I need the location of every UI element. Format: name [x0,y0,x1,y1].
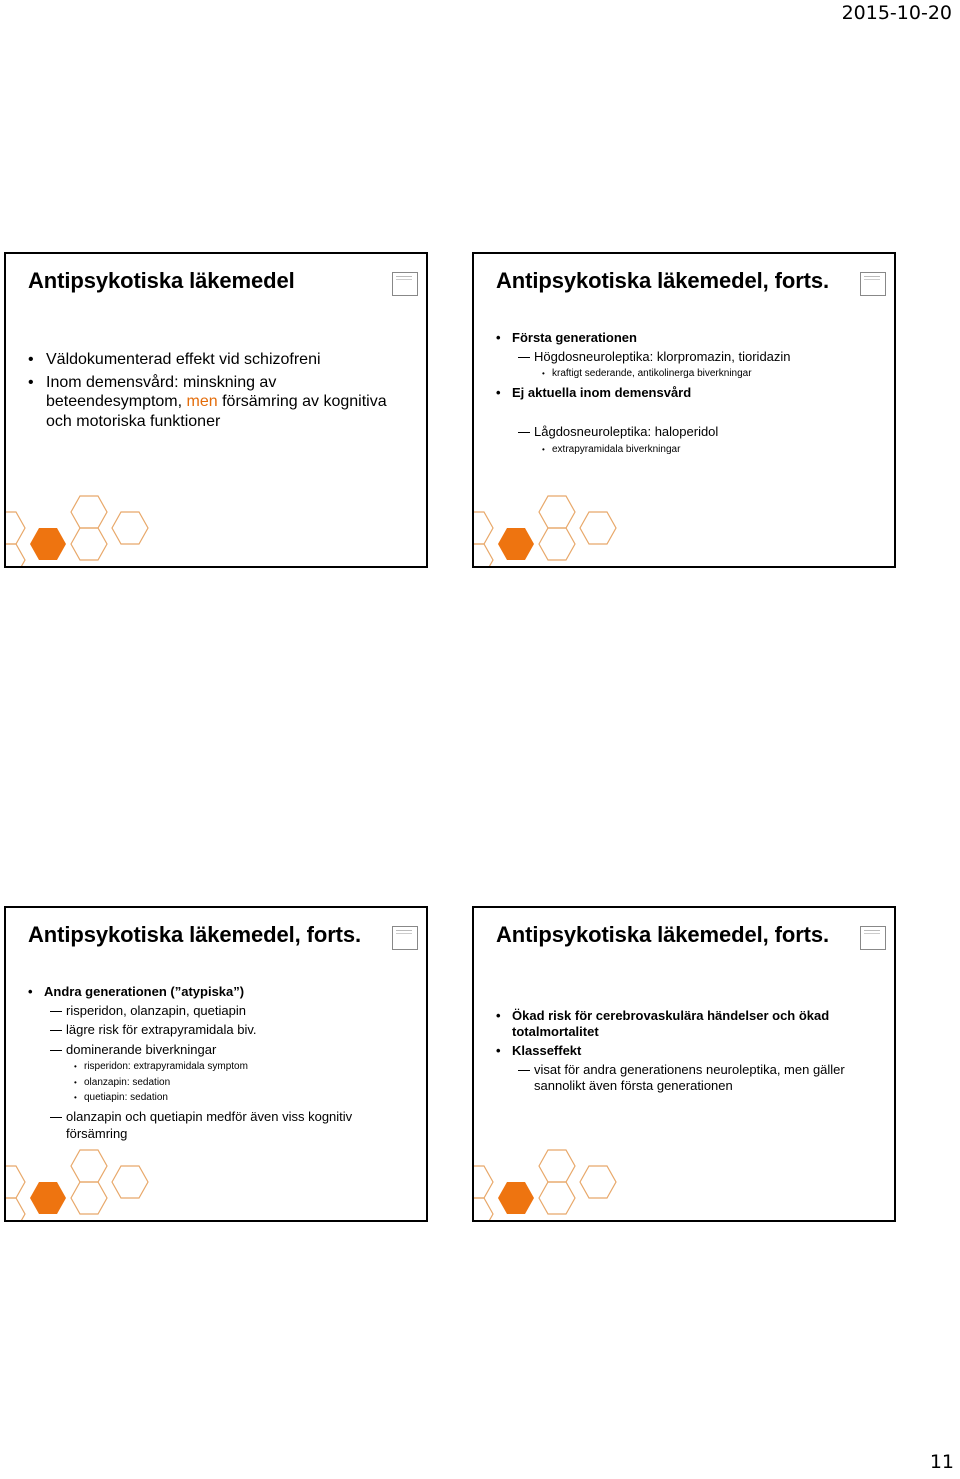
slide-content [6,350,426,431]
bullet-item: • Ökad risk för cerebrovaskulära händelser och ökad totalmortalitet [474,1008,894,1039]
slide-title: Antipsykotiska läkemedel, forts. [28,922,362,947]
logo-thumbnail [860,272,886,296]
slide-title: Antipsykotiska läkemedel, forts. [496,922,830,947]
page-number: 11 [929,1451,954,1473]
sub-sub-item: • extrapyramidala biverkningar [474,444,894,457]
page-date: 2015-10-20 [841,2,952,24]
sub-item: dominerande biverkningar [6,1042,426,1059]
slide-2 [472,252,896,568]
sub-sub-item: • risperidon: extrapyramidala symptom [6,1061,426,1074]
hexagon-decoration [474,1140,644,1220]
logo-thumbnail [392,926,418,950]
sub-item: visat för andra generationens neuroleptika, men gäller sannolikt även första generationen [474,1062,894,1095]
highlight-word: men [186,393,218,411]
hexagon-decoration [6,1140,176,1220]
slide-1 [4,252,428,568]
slide-content [474,330,894,456]
sub-item: Lågdosneuroleptika: haloperidol [474,424,894,441]
hexagon-decoration [6,486,176,566]
logo-thumbnail [392,272,418,296]
slide-title: Antipsykotiska läkemedel [28,268,295,293]
bullet-item: • Väldokumenterad effekt vid schizofreni [6,350,426,369]
sub-sub-item: • olanzapin: sedation [6,1077,426,1090]
slide-title: Antipsykotiska läkemedel, forts. [496,268,830,293]
logo-thumbnail [860,926,886,950]
bullet-item: • Klasseffekt [474,1043,894,1059]
bullet-text: Inom demensvård: minskning av beteendesymptom, [46,374,277,411]
sub-item: lägre risk för extrapyramidala biv. [6,1022,426,1039]
sub-sub-item: • kraftigt sederande, antikolinerga biverkningar [474,368,894,381]
bullet-item: • Ej aktuella inom demensvård [474,385,894,401]
slide-4 [472,906,896,1222]
sub-item: risperidon, olanzapin, quetiapin [6,1003,426,1020]
bullet-text: försämring av kognitiva och motoriska funktioner [46,393,387,430]
slide-content [474,1008,894,1095]
slide-3 [4,906,428,1222]
bullet-item: • Första generationen [474,330,894,346]
hexagon-decoration [474,486,644,566]
bullet-item: • Andra generationen (”atypiska”) [6,984,426,1000]
sub-item: Högdosneuroleptika: klorpromazin, tioridazin [474,349,894,366]
bullet-item [6,373,426,431]
slide-content [6,984,426,1142]
sub-sub-item: • quetiapin: sedation [6,1092,426,1105]
sub-item: olanzapin och quetiapin medför även viss kognitiv försämring [6,1109,426,1142]
